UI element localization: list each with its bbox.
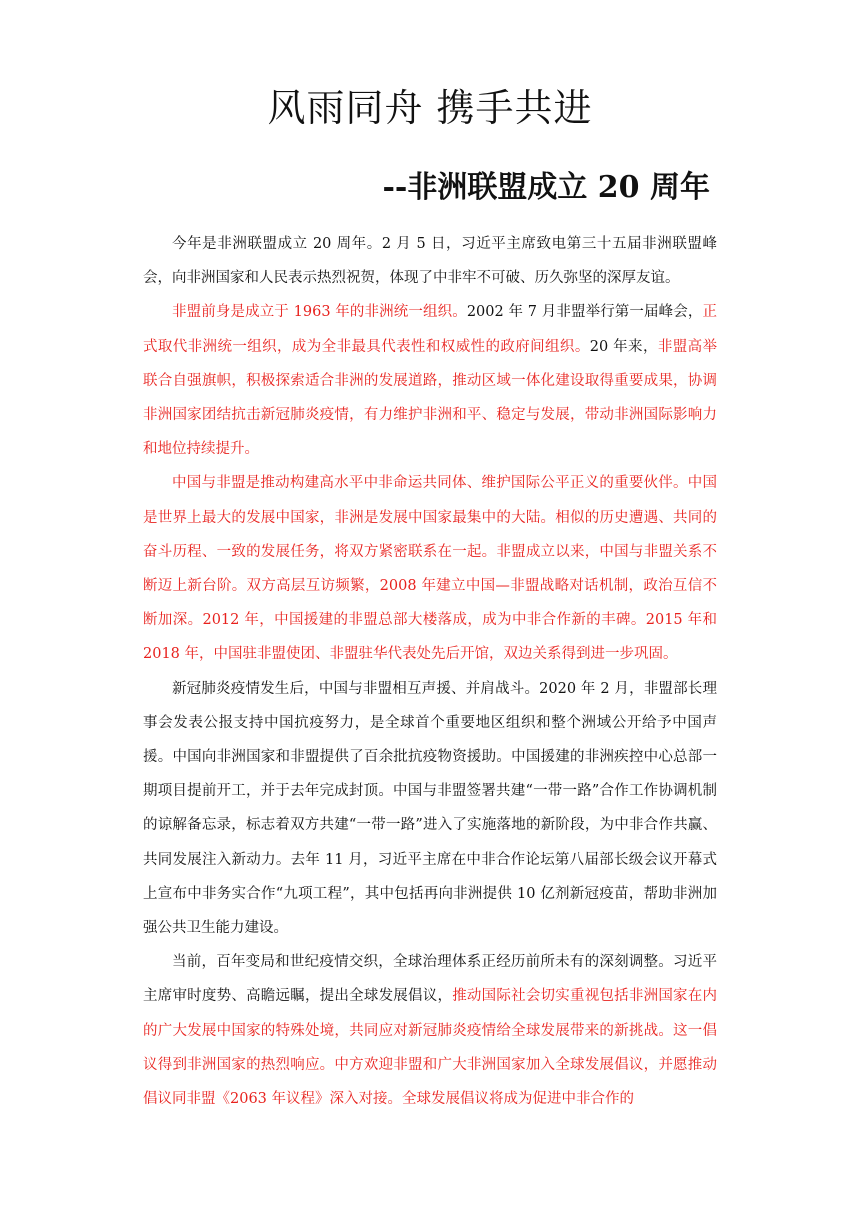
highlighted-text: 推动国际社会切实重视包括非洲国家在内的广大发展中国家的特殊处境，共同应对新冠肺炎疫情给全球发展带来的新挑战。这一倡议得到非洲国家的热烈响应。中方欢迎非盟和广大非洲国家加入全球发展倡议，并愿推动倡议同非盟《2063 年议程》深入对接。全球发展倡议将成为促进中非合作的 <box>143 988 718 1108</box>
highlighted-text: 中国与非盟是推动构建高水平中非命运共同体、维护国际公平正义的重要伙伴。中国是世界上最大的发展中国家，非洲是发展中国家最集中的大陆。相似的历史遭遇、共同的奋斗历程、一致的发展任务，将双方紧密联系在一起。非盟成立以来，中国与非盟关系不断迈上新台阶。双方高层互访频繁，2008 年建立中国—非盟战略对话机制，政治互信不断加深。2012 年，中国援建的非盟总部大楼落成，成为中非合作新的丰碑。2015 年和 2018 年，中国驻非盟使团、非盟驻华代表处先后开馆，双边关系得到进一步巩固。 <box>143 475 717 663</box>
text-segment: 新冠肺炎疫情发生后，中国与非盟相互声援、并肩战斗。2020 年 2 月，非盟部长理事会发表公报支持中国抗疫努力，是全球首个重要地区组织和整个洲域公开给予中国声援。中国向非洲国家和非盟提供了百余批抗疫物资援助。中国援建的非洲疾控中心总部一期项目提前开工，并于去年完成封顶。中国与非盟签署共建“一带一路”合作工作协调机制的谅解备忘录，标志着双方共建“一带一路”进入了实施落地的新阶段，为中非合作共赢、共同发展注入新动力。去年 11 月，习近平主席在中非合作论坛第八届部长级会议开幕式上宣布中非务实合作“九项工程”，其中包括再向非洲提供 10 亿剂新冠疫苗，帮助非洲加强公共卫生能力建设。 <box>143 680 717 937</box>
paragraph <box>143 945 717 1116</box>
paragraph <box>143 466 717 671</box>
paragraph <box>143 295 717 466</box>
page-subtitle: --非洲联盟成立 20 周年 <box>382 170 710 205</box>
paragraph <box>143 227 717 295</box>
highlighted-text: 正式取代非洲统一组织，成为全非最具代表性和权威性的政府间组织。 <box>143 304 717 355</box>
text-segment: 当前，百年变局和世纪疫情交织，全球治理体系正经历前所未有的深刻调整。习近平主席审时度势、高瞻远瞩，提出全球发展倡议， <box>143 954 717 1005</box>
article-body <box>143 227 717 1116</box>
text-segment: 20 年来， <box>589 338 658 355</box>
page-title: 风雨同舟 携手共进 <box>267 86 593 130</box>
highlighted-text: 非盟前身是成立于 1963 年的非洲统一组织。 <box>172 304 467 321</box>
text-segment: 今年是非洲联盟成立 20 周年。2 月 5 日，习近平主席致电第三十五届非洲联盟峰会，向非洲国家和人民表示热烈祝贺，体现了中非牢不可破、历久弥坚的深厚友谊。 <box>143 236 717 287</box>
highlighted-text: 非盟高举联合自强旗帜，积极探索适合非洲的发展道路，推动区域一体化建设取得重要成果，协调非洲国家团结抗击新冠肺炎疫情，有力维护非洲和平、稳定与发展，带动非洲国际影响力和地位持续提升。 <box>143 338 718 458</box>
paragraph <box>143 672 717 946</box>
text-segment: 2002 年 7 月非盟举行第一届峰会， <box>466 304 703 321</box>
